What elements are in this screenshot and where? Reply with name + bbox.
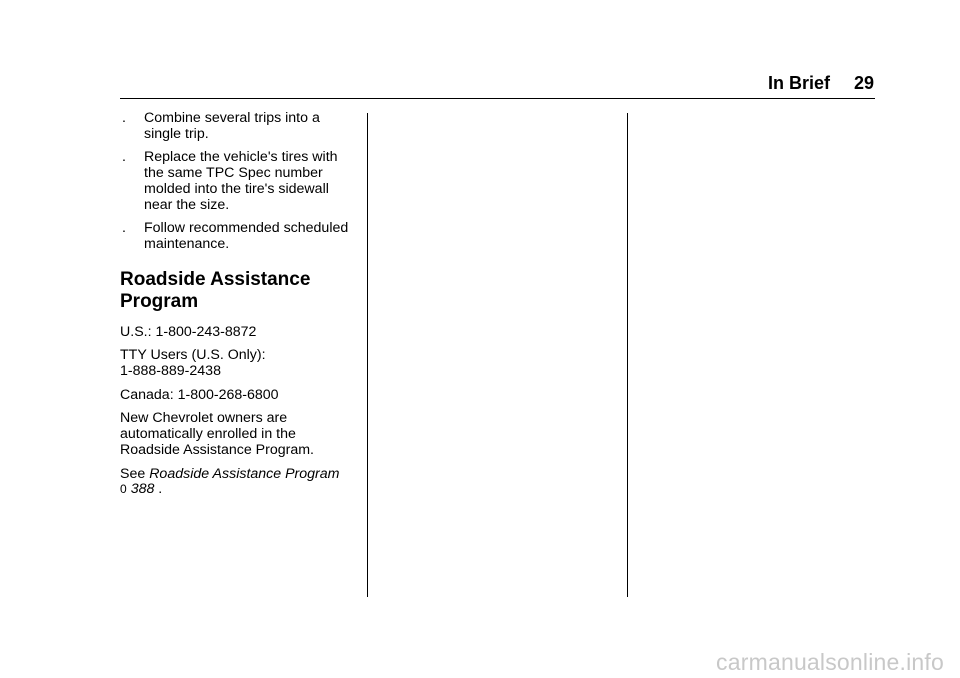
section-heading bbox=[120, 269, 358, 313]
section-heading-line: Program bbox=[120, 290, 199, 312]
tty-label: TTY Users (U.S. Only): bbox=[120, 347, 266, 364]
reference-suffix: . bbox=[154, 481, 163, 498]
us-phone: U.S.: 1-800-243-8872 bbox=[120, 323, 257, 340]
list-item-line: the same TPC Spec number bbox=[144, 165, 323, 182]
page-header bbox=[768, 74, 874, 92]
list-item bbox=[120, 221, 358, 252]
list-item-line: Follow recommended scheduled bbox=[144, 220, 349, 237]
list-item bbox=[120, 111, 358, 142]
see-reference bbox=[120, 467, 358, 498]
list-item-line: Combine several trips into a bbox=[144, 110, 320, 126]
tty-phone bbox=[120, 348, 358, 379]
column-divider-1 bbox=[367, 113, 368, 597]
list-item bbox=[120, 150, 358, 213]
enrollment-note bbox=[120, 411, 358, 458]
page-number: 29 bbox=[853, 73, 874, 93]
reference-link[interactable]: Roadside Assistance Program bbox=[149, 465, 340, 482]
list-item-line: single trip. bbox=[144, 125, 209, 142]
site-watermark: carmanualsonline.info bbox=[716, 649, 944, 675]
page-reference-icon: 0 bbox=[120, 482, 127, 497]
list-item-line: near the size. bbox=[144, 196, 230, 213]
see-prefix: See bbox=[120, 465, 150, 482]
enrollment-line: automatically enrolled in the bbox=[120, 426, 296, 443]
bullet-marker: . bbox=[122, 110, 126, 126]
list-item-line: molded into the tire's sidewall bbox=[144, 180, 329, 197]
left-column bbox=[120, 111, 358, 506]
tips-list bbox=[120, 111, 358, 253]
section-heading-line: Roadside Assistance bbox=[120, 268, 311, 290]
enrollment-line: Roadside Assistance Program. bbox=[120, 441, 314, 458]
list-item-line: Replace the vehicle's tires with bbox=[144, 149, 338, 166]
canada-phone: Canada: 1-800-268-6800 bbox=[120, 386, 279, 403]
header-rule bbox=[120, 98, 875, 99]
bullet-marker: . bbox=[122, 220, 126, 237]
enrollment-line: New Chevrolet owners are bbox=[120, 410, 288, 427]
list-item-line: maintenance. bbox=[144, 235, 230, 252]
bullet-marker: . bbox=[122, 149, 126, 166]
reference-page-link[interactable]: 388 bbox=[130, 481, 155, 498]
tty-number: 1-888-889-2438 bbox=[120, 363, 221, 380]
section-name: In Brief bbox=[767, 73, 830, 93]
column-divider-2 bbox=[627, 113, 628, 597]
